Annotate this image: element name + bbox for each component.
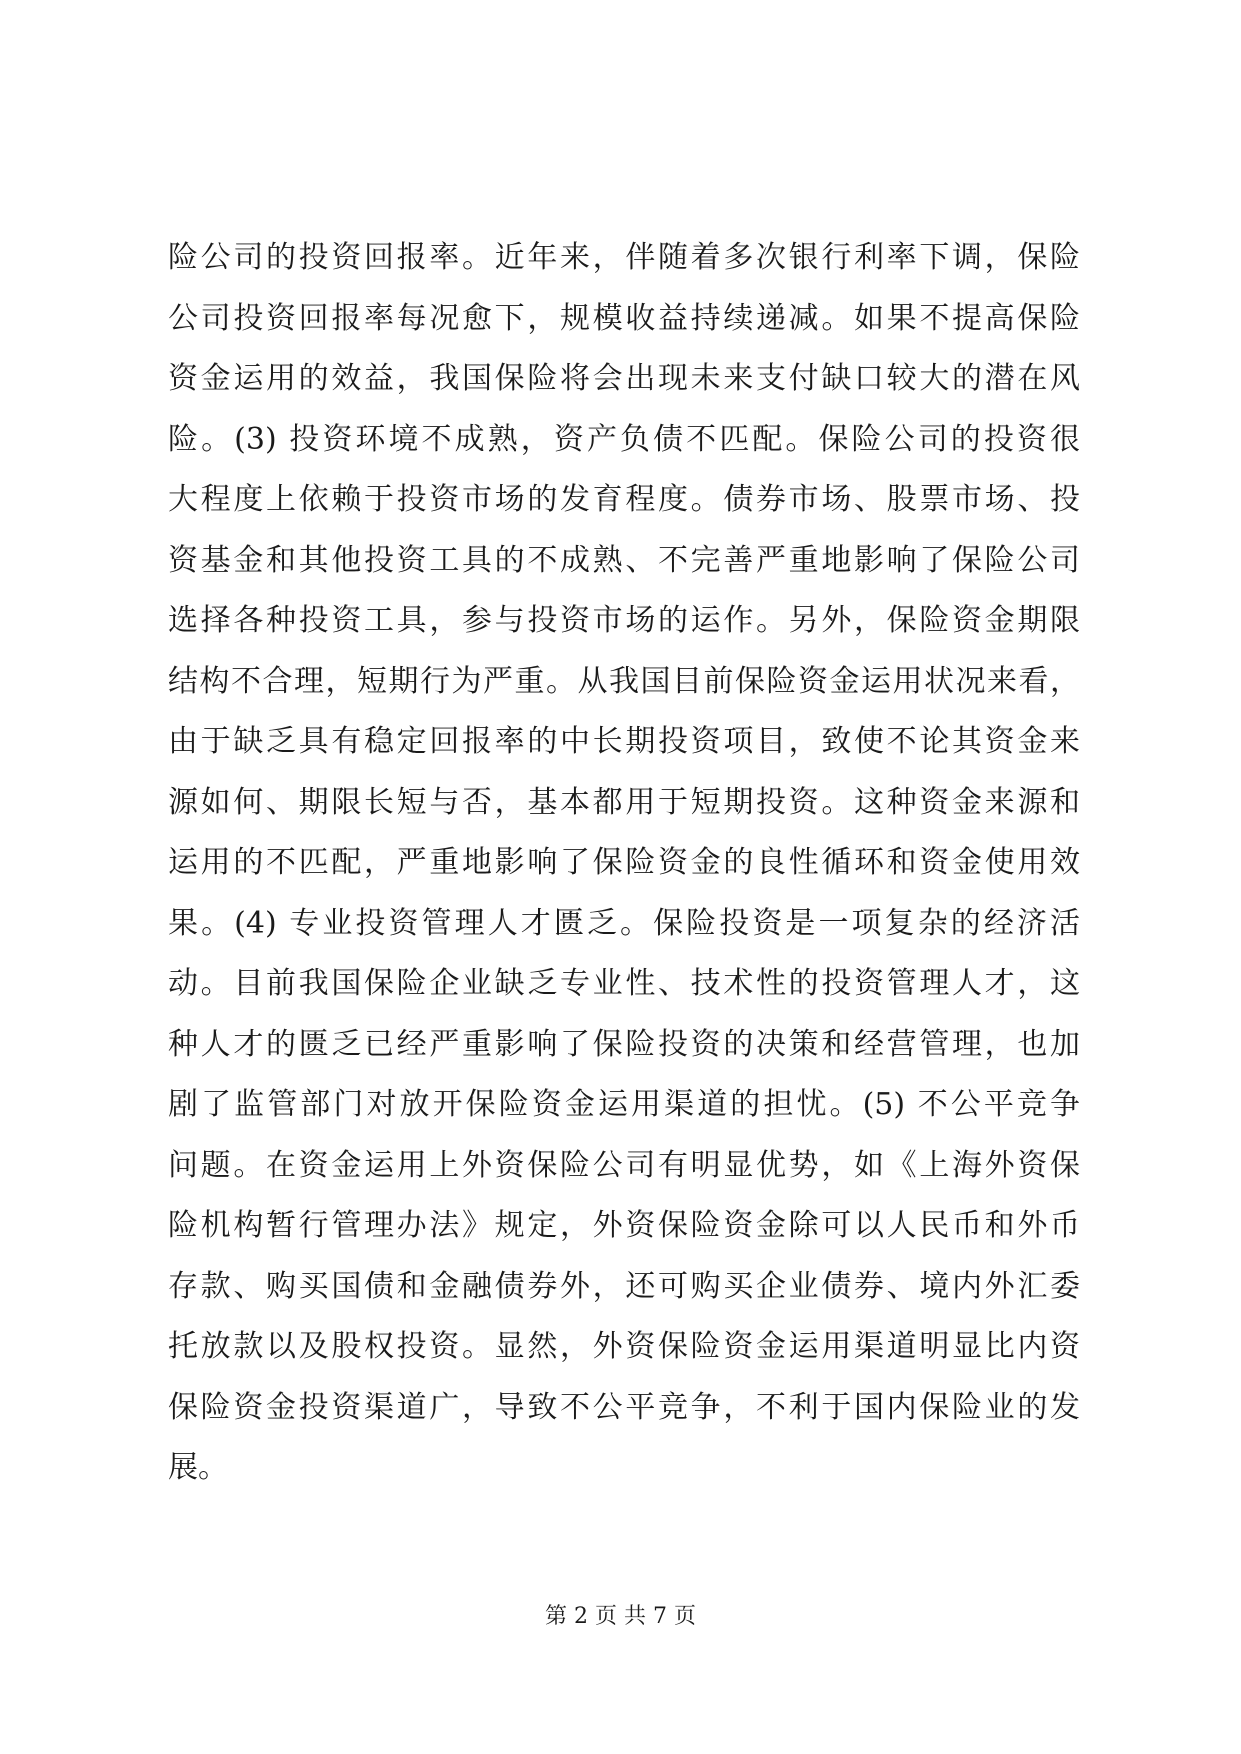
text-line: 险公司的投资回报率。近年来，伴随着多次银行利率下调，保险 bbox=[168, 240, 1080, 275]
text-line: 险。(3) 投资环境不成熟，资产负债不匹配。保险公司的投资很 bbox=[168, 421, 1080, 457]
text-line: 运用的不匹配，严重地影响了保险资金的良性循环和资金使用效 bbox=[168, 845, 1080, 880]
text-line: 源如何、期限长短与否，基本都用于短期投资。这种资金来源和 bbox=[168, 784, 1080, 820]
text-line: 选择各种投资工具，参与投资市场的运作。另外，保险资金期限 bbox=[168, 603, 1080, 638]
text-line-last: 展。 bbox=[168, 1450, 228, 1485]
text-line: 资金运用的效益，我国保险将会出现未来支付缺口较大的潜在风 bbox=[168, 361, 1080, 396]
text-line: 由于缺乏具有稳定回报率的中长期投资项目，致使不论其资金来 bbox=[168, 724, 1080, 759]
text-line: 公司投资回报率每况愈下，规模收益持续递减。如果不提高保险 bbox=[168, 300, 1080, 336]
text-line: 问题。在资金运用上外资保险公司有明显优势，如《上海外资保 bbox=[168, 1147, 1080, 1183]
text-line: 结构不合理，短期行为严重。从我国目前保险资金运用状况来看， bbox=[168, 663, 1080, 699]
text-line: 资基金和其他投资工具的不成熟、不完善严重地影响了保险公司 bbox=[168, 542, 1080, 578]
text-line: 托放款以及股权投资。显然，外资保险资金运用渠道明显比内资 bbox=[168, 1329, 1080, 1364]
page-footer: 第 2 页 共 7 页 bbox=[545, 1604, 696, 1629]
text-line: 保险资金投资渠道广，导致不公平竞争，不利于国内保险业的发 bbox=[168, 1389, 1080, 1425]
text-line: 大程度上依赖于投资市场的发育程度。债券市场、股票市场、投 bbox=[168, 482, 1080, 517]
text-line: 剧了监管部门对放开保险资金运用渠道的担忧。(5) 不公平竞争 bbox=[168, 1087, 1080, 1122]
text-line: 果。(4) 专业投资管理人才匮乏。保险投资是一项复杂的经济活 bbox=[168, 905, 1080, 941]
text-line: 种人才的匮乏已经严重影响了保险投资的决策和经营管理，也加 bbox=[168, 1026, 1080, 1062]
text-line: 险机构暂行管理办法》规定，外资保险资金除可以人民币和外币 bbox=[168, 1208, 1080, 1243]
body-text bbox=[168, 228, 1080, 1499]
text-line: 存款、购买国债和金融债券外，还可购买企业债券、境内外汇委 bbox=[168, 1268, 1080, 1304]
text-line: 动。目前我国保险企业缺乏专业性、技术性的投资管理人才，这 bbox=[168, 966, 1080, 1001]
